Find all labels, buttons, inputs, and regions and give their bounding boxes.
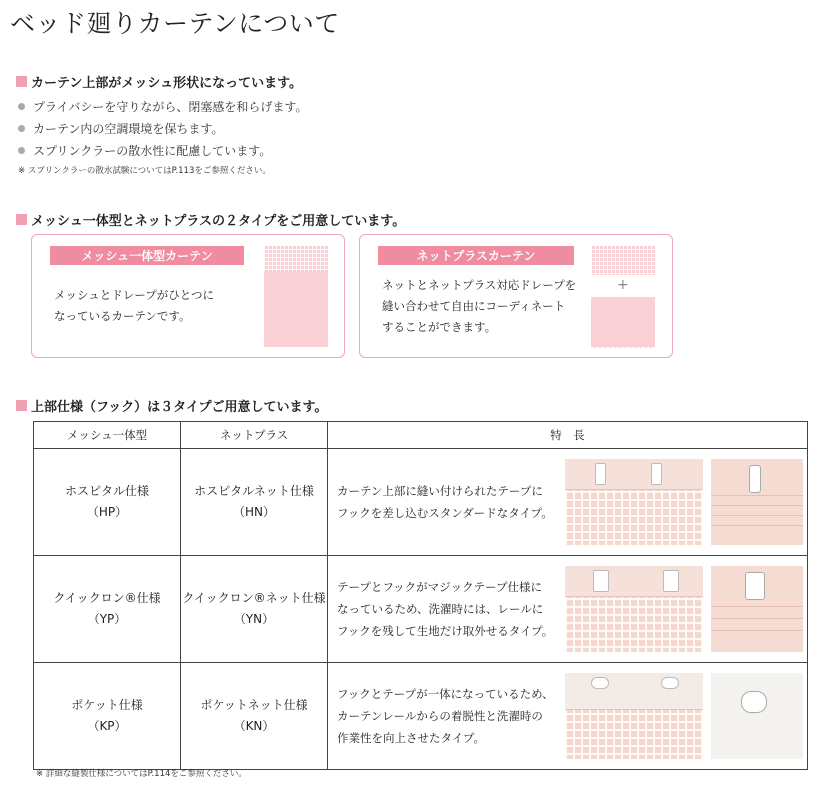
- plus-icon: +: [617, 277, 629, 293]
- feature-text: フックとテープが一体になっているため、 カーテンレールからの着脱性と洗濯時の 作業性を向上させたタイプ。: [337, 687, 554, 745]
- quicklon-hook-closeup-photo: [711, 566, 803, 652]
- feature-text: テープとフックがマジックテープ仕様に なっているため、洗濯時には、レールに フックを残して生地だけ取外せるタイプ。: [337, 580, 554, 638]
- mesh-type-description: メッシュとドレープがひとつに なっているカーテンです。: [54, 288, 214, 323]
- drape-illustration: [591, 297, 655, 348]
- col-header-mesh: メッシュ一体型: [34, 422, 181, 449]
- section1-heading-text: カーテン上部がメッシュ形状になっています。: [31, 76, 303, 91]
- net-spec-cell: クイックロン®ネット仕様 （YN）: [181, 556, 328, 663]
- hospital-hook-closeup-photo: [711, 459, 803, 545]
- bullet-list: [18, 95, 307, 161]
- net-plus-description: ネットとネットプラス対応ドレープを 縫い合わせて自由にコーディネート することができます。: [382, 278, 577, 334]
- feature-text: カーテン上部に縫い付けられたテープに フックを差し込むスタンダードなタイプ。: [337, 484, 553, 520]
- mesh-illustration: [264, 245, 328, 271]
- list-item: スプリンクラーの散水性に配慮しています。: [18, 139, 307, 161]
- section3-heading-text: 上部仕様（フック）は３タイプご用意しています。: [31, 400, 328, 415]
- mesh-spec-cell: ホスピタル仕様 （HP）: [34, 449, 181, 556]
- table-row: [34, 556, 808, 663]
- square-bullet-icon: [16, 76, 27, 87]
- page-title: ベッド廻りカーテンについて: [10, 9, 340, 38]
- dot-icon: [18, 147, 25, 154]
- section1-heading: [16, 72, 302, 91]
- mesh-type-badge: メッシュ一体型カーテン: [50, 246, 244, 265]
- feature-cell: [328, 556, 808, 663]
- sprinkler-note: ※ スプリンクラーの散水試験についてはP.113をご参照ください。: [18, 166, 271, 176]
- section2-heading-text: メッシュ一体型とネットプラスの２タイプをご用意しています。: [31, 214, 406, 229]
- hospital-hook-photo: [565, 459, 703, 545]
- dot-icon: [18, 125, 25, 132]
- section2-heading: [16, 210, 405, 229]
- table-header-row: [34, 422, 808, 449]
- pocket-hook-photo: [565, 673, 703, 759]
- quicklon-hook-photo: [565, 566, 703, 652]
- table-row: [34, 449, 808, 556]
- net-spec-cell: ポケットネット仕様 （KN）: [181, 663, 328, 770]
- sewing-note: ※ 詳細な縫製仕様についてはP.114をご参照ください。: [36, 769, 247, 779]
- net-illustration: [591, 245, 655, 275]
- net-spec-cell: ホスピタルネット仕様 （HN）: [181, 449, 328, 556]
- mesh-spec-cell: ポケット仕様 （KP）: [34, 663, 181, 770]
- col-header-feature: 特 長: [328, 422, 808, 449]
- list-item: プライバシーを守りながら、閉塞感を和らげます。: [18, 95, 307, 117]
- mesh-type-card: [31, 234, 345, 358]
- pocket-hook-closeup-photo: [711, 673, 803, 759]
- col-header-net: ネットプラス: [181, 422, 328, 449]
- dot-icon: [18, 103, 25, 110]
- table-row: [34, 663, 808, 770]
- feature-cell: [328, 449, 808, 556]
- feature-cell: [328, 663, 808, 770]
- hook-spec-table: [33, 421, 808, 770]
- drape-illustration: [264, 271, 328, 347]
- net-plus-card: [359, 234, 673, 358]
- list-item: カーテン内の空調環境を保ちます。: [18, 117, 307, 139]
- square-bullet-icon: [16, 214, 27, 225]
- section3-heading: [16, 396, 327, 415]
- mesh-spec-cell: クイックロン®仕様 （YP）: [34, 556, 181, 663]
- net-plus-badge: ネットプラスカーテン: [378, 246, 574, 265]
- square-bullet-icon: [16, 400, 27, 411]
